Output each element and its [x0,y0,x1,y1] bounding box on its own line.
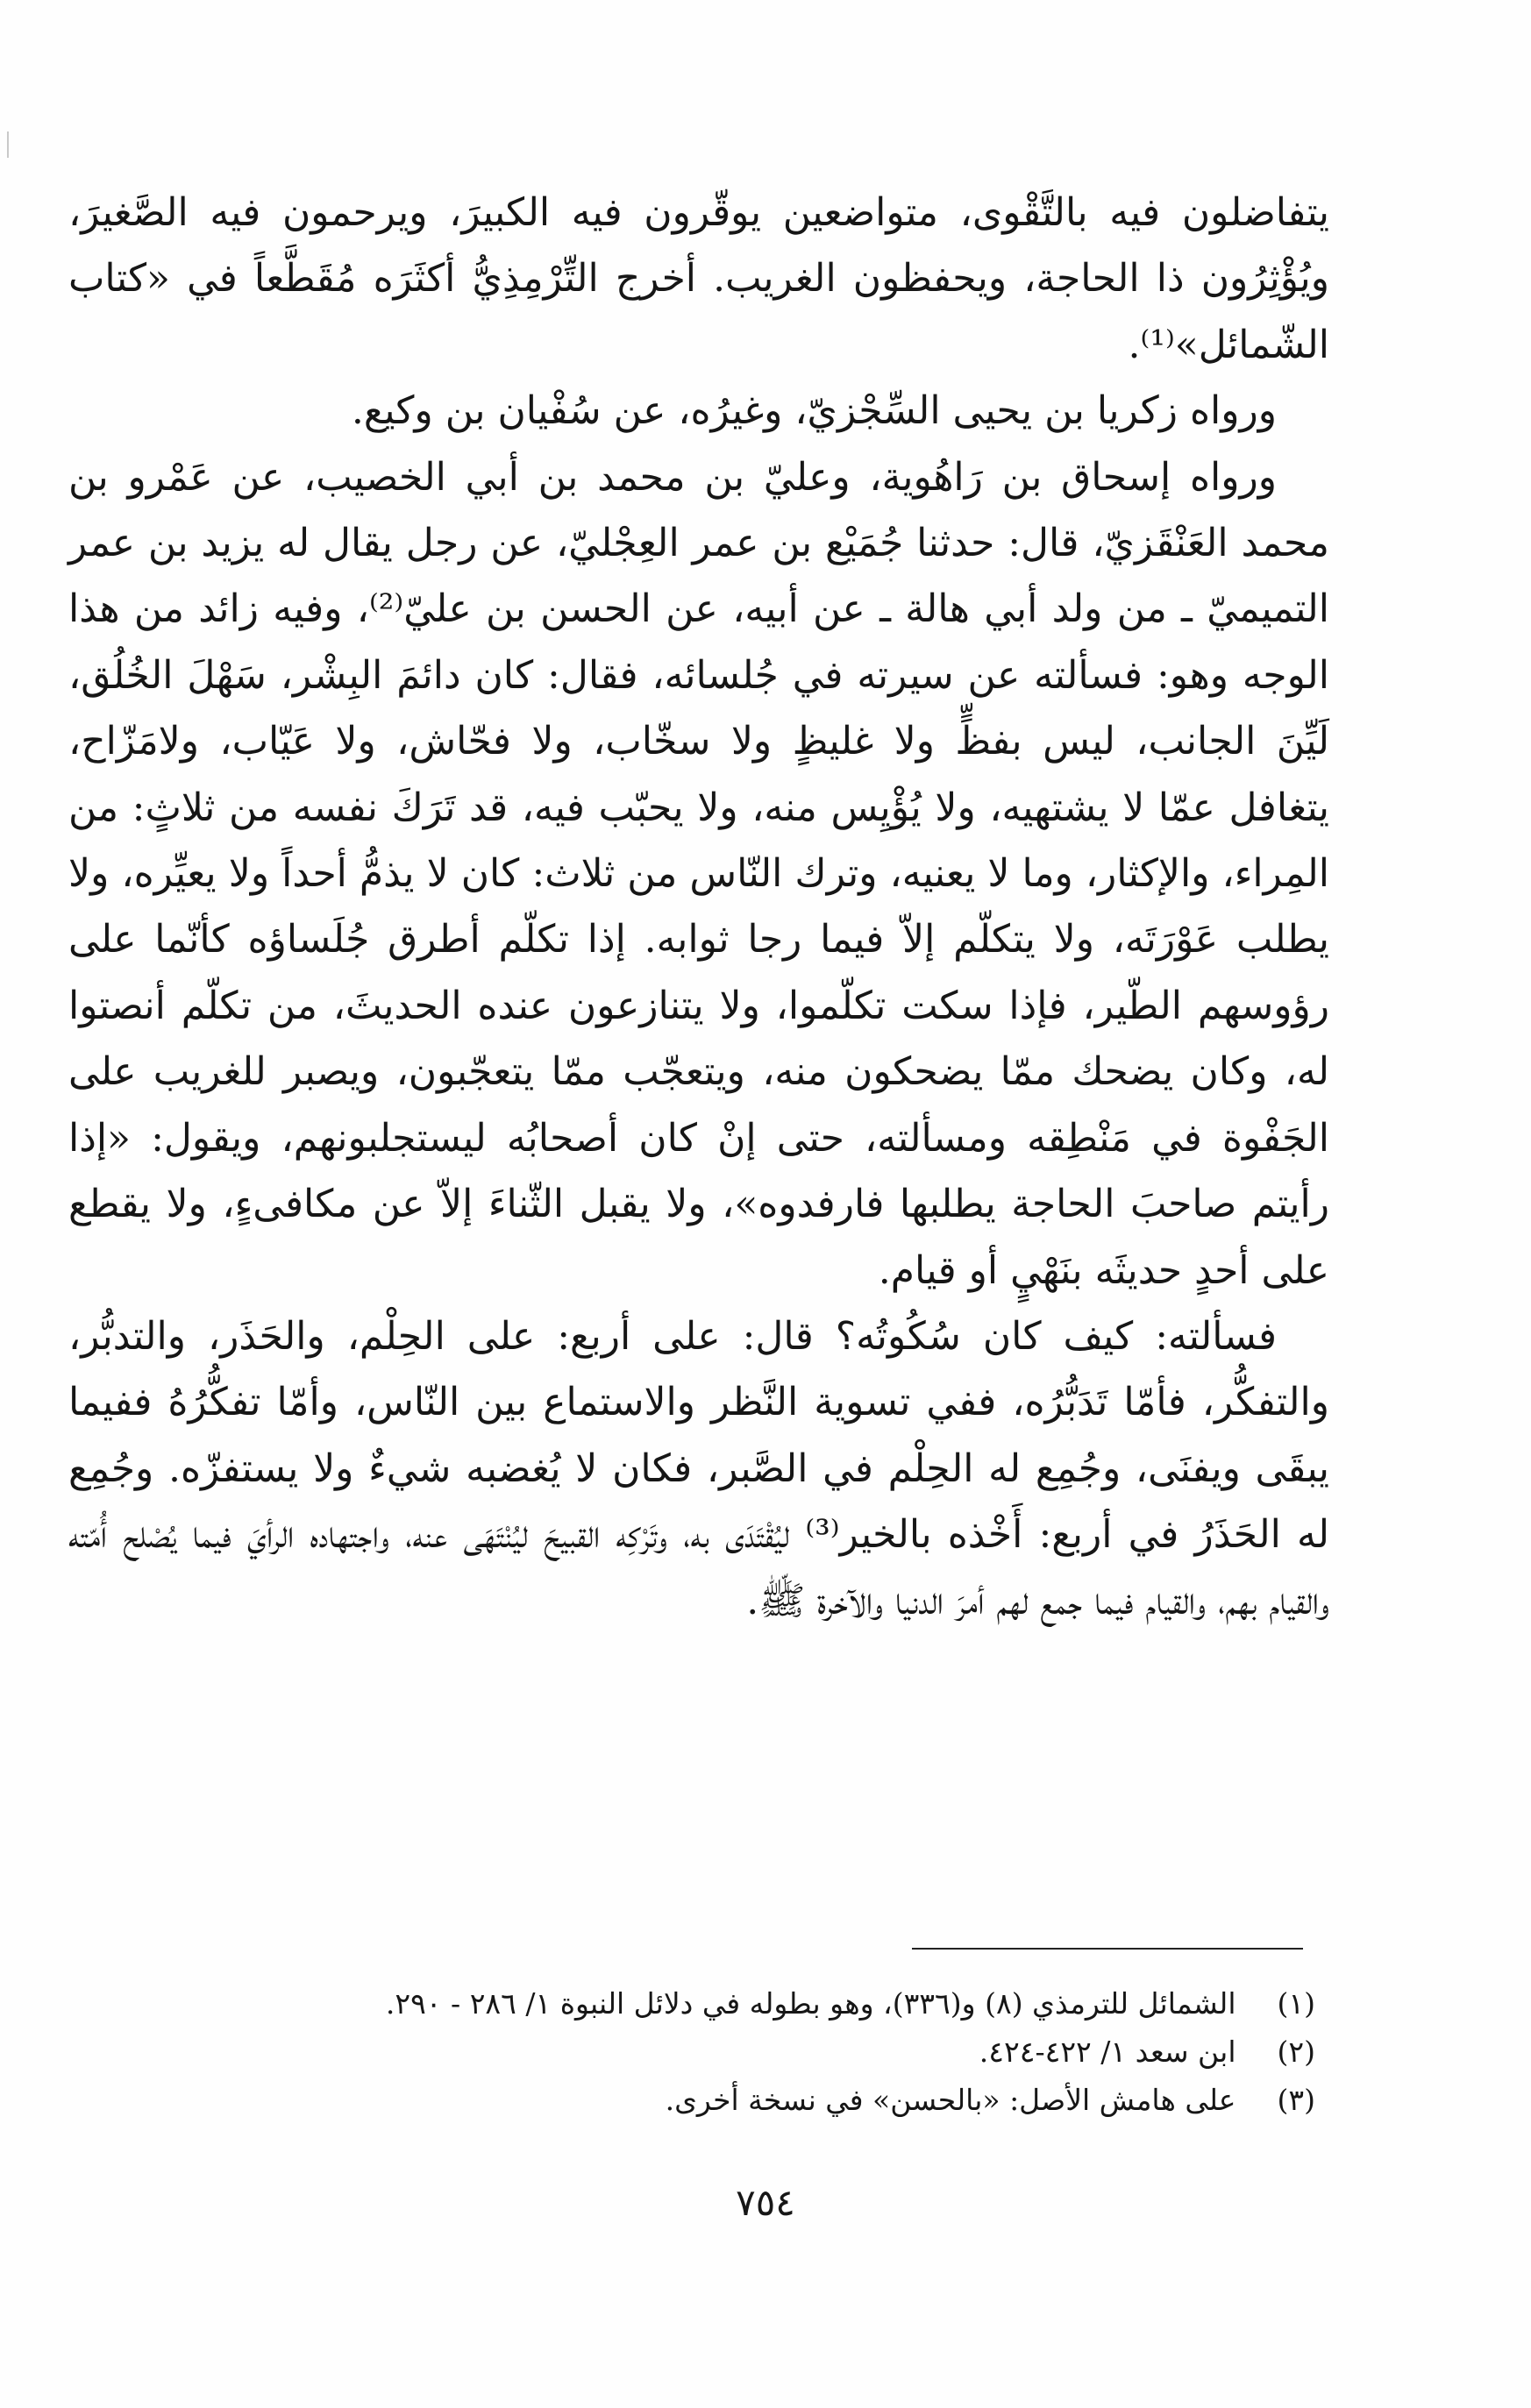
footnotes [175,1979,1315,2124]
footnote-number: (٢) [1277,2035,1315,2069]
paragraph-3: ورواه إسحاق بن رَاهُوية، وعليّ بن محمد بن أبي الخصيب، عن عَمْرو بن محمد العَنْقَزيّ، قال: حدثنا جُمَيْع بن عمر العِجْليّ، عن رجل يقال له يزيد بن عمر التميميّ ـ من ولد أبي هالة ـ عن أبيه، عن الحسن بن عليّ⁽²⁾، وفيه زائد من هذا الوجه وهو: فسألته عن سيرته في جُلسائه، فقال: كان دائمَ البِشْر، سَهْلَ الخُلُق، لَيِّنَ الجانب، ليس بفظٍّ ولا غليظٍ ولا سخّاب، ولا فحّاش، ولا عَيّاب، ولامَزّاح، يتغافل عمّا لا يشتهيه، ولا يُؤْيِس منه، ولا يحبّب فيه، قد تَرَكَ نفسه من ثلاثٍ: من المِراء، والإكثار، وما لا يعنيه، وترك النّاس من ثلاث: كان لا يذمُّ أحداً ولا يعيِّره، ولا يطلب عَوْرَتَه، ولا يتكلّم إلاّ فيما رجا ثوابه. إذا تكلّم أطرق جُلَساؤه كأنّما على رؤوسهم الطّير، فإذا سكت تكلّموا، ولا يتنازعون عنده الحديثَ، من تكلّم أنصتوا له، وكان يضحك ممّا يضحكون منه، ويتعجّب ممّا يتعجّبون، ويصبر للغريب على الجَفْوة في مَنْطِقه ومسألته، حتى إنْ كان أصحابُه ليستجلبونهم، ويقول: «إذا رأيتم صاحبَ الحاجة يطلبها فارفدوه»، ولا يقبل الثّناءَ إلاّ عن مكافىءٍ، ولا يقطع على أحدٍ حديثَه بنَهْيٍ أو قيام. [68,454,1329,1293]
scan-edge-mark [7,131,9,158]
footnote-item [175,1979,1315,2028]
paragraph-2: ورواه زكريا بن يحيى السِّجْزيّ، وغيرُه، عن سُفْيان بن وكيع. [351,388,1277,434]
footnote-text: ابن سعد ١/ ٤٢٢-٤٢٤. [979,2035,1236,2069]
main-text [68,180,1329,1634]
footnote-text: على هامش الأصل: «بالحسن» في نسخة أخرى. [665,2083,1236,2117]
paragraph-1: يتفاضلون فيه بالتَّقْوى، متواضعين يوقّرون فيه الكبيرَ، ويرحمون فيه الصَّغيرَ، ويُؤْثِرُون ذا الحاجة، ويحفظون الغريب. أخرج التِّرْمِذِيُّ أكثَرَه مُقَطَّعاً في «كتاب الشّمائل»⁽¹⁾. [68,190,1329,367]
footnote-item [175,2028,1315,2076]
page-number: ٧٥٤ [736,2181,795,2224]
footnote-number: (٣) [1277,2083,1315,2117]
paragraph-4: فسألته: كيف كان سُكُوتُه؟ قال: على أربع: على الحِلْم، والحَذَر، والتدبُّر، والتفكُّر، فأمّا تَدَبُّرُه، ففي تسوية النَّظر والاستماع بين النّاس، وأمّا تفكُّرُهُ ففيما يبقَى ويفنَى، وجُمِع له الحِلْم في الصَّبر، فكان لا يُغضبه شيءٌ ولا يستفزّه. وجُمِع له الحَذَرُ في أربع: أَخْذه بالخير⁽³⁾ ليُقْتَدَى به، وتَرْكِه القبيحَ ليُنْتَهَى عنه، واجتهاده الرأيَ فيما يُصْلح أُمّته والقيام بهم، والقيام فيما جمع لهم أمرَ الدنيا والآخرة ﷺ. [68,1313,1329,1623]
footnote-item [175,2076,1315,2124]
footnote-separator [912,1948,1303,1950]
footnote-text: الشمائل للترمذي (٨) و(٣٣٦)، وهو بطوله في دلائل النبوة ١/ ٢٨٦ - ٢٩٠. [385,1986,1236,2021]
footnote-number: (١) [1277,1986,1315,2021]
